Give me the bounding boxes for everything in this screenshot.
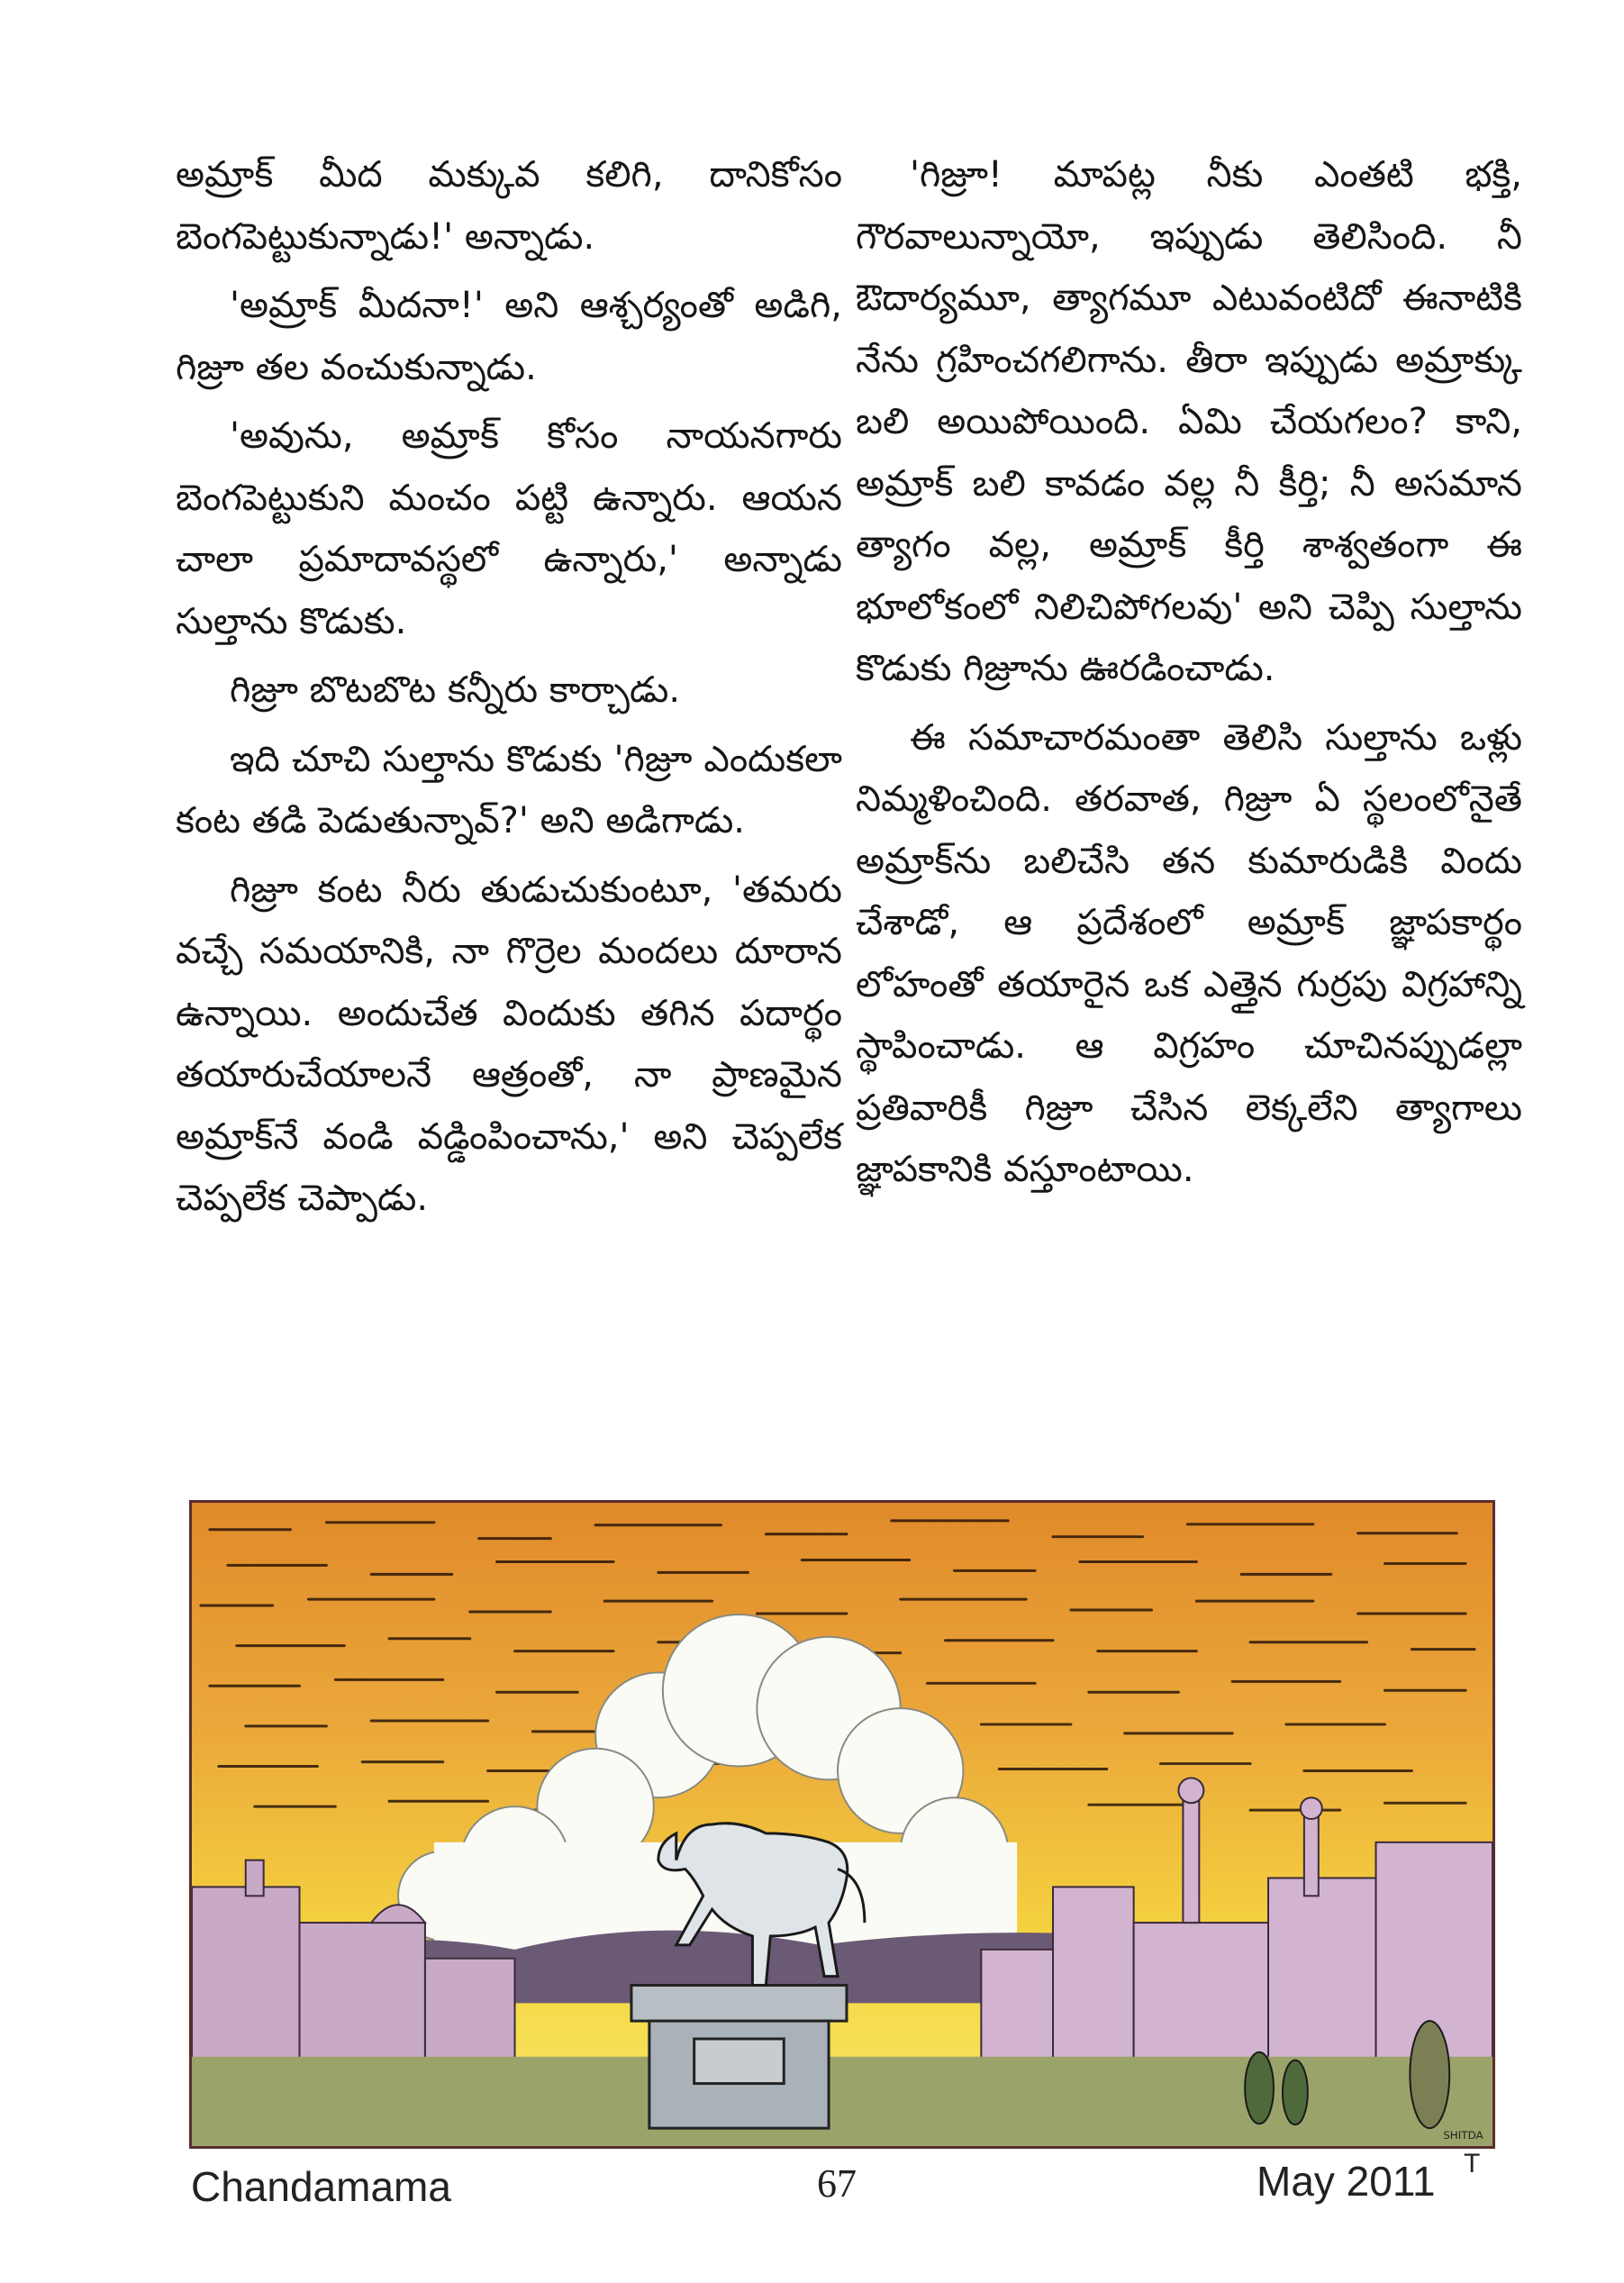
paragraph: అమ్రాక్ మీద మక్కువ కలిగి, దానికోసం బెంగపెట్టుకున్నాడు!' అన్నాడు. [176,154,842,258]
paragraph: ఇది చూచి సుల్తాను కొడుకు 'గిజ్రూ ఎందుకలా కంట తడి పెడుతున్నావ్?' అని అడిగాడు. [176,738,842,841]
paragraph: 'అమ్రాక్ మీదనా!' అని ఆశ్చర్యంతో అడిగి, గిజ్రూ తల వంచుకున్నాడు. [176,285,842,388]
corner-mark: T [1464,2149,1481,2178]
magazine-name: Chandamama [191,2163,451,2210]
paragraph: 'గిజ్రూ! మాపట్ల నీకు ఎంతటి భక్తి, గౌరవాలున్నాయో, ఇప్పుడు తెలిసింది. నీ ఔదార్యమూ, త్యాగమూ ఎటువంటిదో ఈనాటికి నేను గ్రహించగలిగాను. తీరా ఇప్పుడు అమ్రాక్కు బలి అయిపోయింది. ఏమి చేయగలం? కాని, అమ్రాక్ బలి కావడం వల్ల నీ కీర్తి; నీ అసమాన త్యాగం వల్ల, అమ్రాక్ కీర్తి శాశ్వతంగా ఈ భూలోకంలో నిలిచిపోగలవు' అని చెప్పి సుల్తాను కొడుకు గిజ్రూను ఊరడించాడు. [856,154,1522,689]
paragraph: ఈ సమాచారమంతా తెలిసి సుల్తాను ఒళ్లు నిమ్మళించింది. తరవాత, గిజ్రూ ఏ స్థలంలోనైతే అమ్రాక్‌ను బలిచేసి తన కుమారుడికి విందు చేశాడో, ఆ ప్రదేశంలో అమ్రాక్ జ్ఞాపకార్థం లోహంతో తయారైన ఒక ఎత్తైన గుర్రపు విగ్రహాన్ని స్థాపించాడు. ఆ విగ్రహం చూచినప్పుడల్లా ప్రతివారికీ గిజ్రూ చేసిన లెక్కలేని త్యాగాలు జ్ఞాపకానికి వస్తూంటాయి. [856,716,1522,1190]
horse-statue-illustration [192,1503,1492,2146]
right-text-column [856,144,1522,1201]
paragraph: 'అవును, అమ్రాక్ కోసం నాయనగారు బెంగపెట్టుకుని మంచం పట్టి ఉన్నారు. ఆయన చాలా ప్రమాదావస్థలో ఉన్నారు,' అన్నాడు సుల్తాను కొడుకు. [176,415,842,642]
story-illustration [189,1500,1495,2149]
artist-signature: SHITDA [1443,2129,1483,2142]
statue-pedestal [631,1986,847,2129]
paragraph: గిజ్రూ బొటబొట కన్నీరు కార్చాడు. [230,669,681,711]
left-text-column [176,144,842,1230]
paragraph: గిజ్రూ కంట నీరు తుడుచుకుంటూ, 'తమరు వచ్చే సమయానికి, నా గొర్రెల మందలు దూరాన ఉన్నాయి. అందుచేత విందుకు తగిన పదార్థం తయారుచేయాలనే ఆత్రంతో, నా ప్రాణమైన అమ్రాక్‌నే వండి వడ్డింపించాను,' అని చెప్పలేక చెప్పలేక చెప్పాడు. [176,869,842,1219]
issue-date: May 2011 [1257,2158,1436,2205]
page-number: 67 [817,2161,857,2206]
